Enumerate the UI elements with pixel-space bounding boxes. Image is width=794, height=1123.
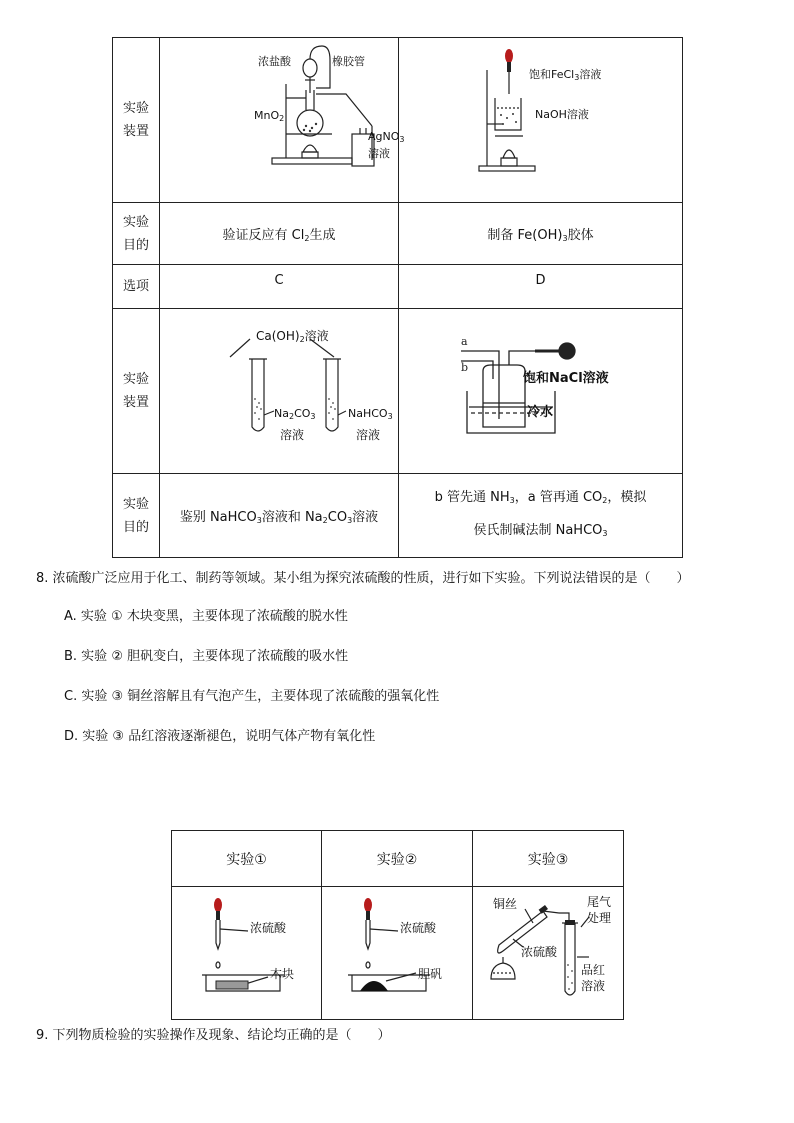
option-c[interactable]: C. 实验 ③ 铜丝溶解且有气泡产生，主要体现了浓硫酸的强氧化性 xyxy=(64,689,440,704)
label-rubber-tube: 橡胶管 xyxy=(332,55,365,68)
exp3-pin2-label: 溶液 xyxy=(581,979,606,993)
label-solution-c1: 溶液 xyxy=(280,428,305,442)
option-c-header: C xyxy=(160,265,399,309)
exp1-acid-label: 浓硫酸 xyxy=(250,921,287,935)
question-9 xyxy=(36,1024,391,1043)
label-agno3: AgNO$_3$ xyxy=(368,130,405,144)
purpose-a: 验证反应有 $Cl_2$生成 xyxy=(160,203,399,265)
row-label-option: 选项 xyxy=(113,265,160,309)
header-exp3: 实验③ xyxy=(473,831,624,887)
experiment-table-1 xyxy=(112,37,683,558)
label-b: b xyxy=(461,361,469,374)
exp2-cell xyxy=(322,887,473,1020)
label-mno2: MnO$_2$ xyxy=(254,109,285,123)
exp1-cell xyxy=(172,887,322,1020)
label-conc-hcl: 浓盐酸 xyxy=(258,55,291,68)
question-9-stem: 下列物质检验的实验操作及现象、结论均正确的是（ ） xyxy=(52,1028,391,1043)
experiment-table-2 xyxy=(171,830,624,1020)
exp3-pin1-label: 品红 xyxy=(581,963,606,977)
apparatus-c-cell xyxy=(160,309,399,474)
apparatus-a-cell xyxy=(160,38,405,203)
option-b[interactable]: B. 实验 ② 胆矾变白，主要体现了浓硫酸的吸水性 xyxy=(64,649,349,664)
label-naoh: NaOH溶液 xyxy=(535,108,589,121)
question-8-stem: 浓硫酸广泛应用于化工、制药等领域。某小组为探究浓硫酸的性质，进行如下实验。下列说法错误的是（ ） xyxy=(52,571,690,586)
apparatus-d-cell xyxy=(399,309,683,474)
label-fecl3: 饱和FeCl$_3$溶液 xyxy=(529,68,602,82)
question-8 xyxy=(36,567,690,586)
exp2-drawing xyxy=(322,887,473,1015)
exp2-acid-label: 浓硫酸 xyxy=(400,921,437,935)
row-label-setup-2: 实验 装置 xyxy=(113,309,160,474)
label-caoh2: $Ca(OH)_2$溶液 xyxy=(256,329,329,344)
label-solution-a: 溶液 xyxy=(368,147,390,160)
label-solution-c2: 溶液 xyxy=(356,428,381,442)
label-nacl: 饱和NaCl溶液 xyxy=(523,371,609,386)
purpose-d: b 管先通 $NH_3$，a 管再通 $CO_2$，模拟 侯氏制碱法制 NaHCO$_3$ xyxy=(399,474,683,558)
exp3-cell xyxy=(473,887,624,1020)
exp1-wood-label: 木块 xyxy=(270,967,295,981)
option-d-header: D xyxy=(399,265,683,309)
row-label-setup: 实验 装置 xyxy=(113,38,160,203)
label-na2co3: $Na_2CO_3$ xyxy=(274,407,316,421)
label-cold-water: 冷水 xyxy=(527,405,554,420)
question-8-number: 8. xyxy=(36,571,49,586)
exp3-tail2-label: 处理 xyxy=(587,911,612,925)
row-label-purpose-2: 实验 目的 xyxy=(113,474,160,558)
row-label-purpose: 实验 目的 xyxy=(113,203,160,265)
exp2-alum-label: 胆矾 xyxy=(418,967,443,981)
apparatus-b-cell xyxy=(399,38,683,203)
purpose-b: 制备 $Fe(OH)_3$胶体 xyxy=(399,203,683,265)
label-nahco3: NaHCO$_3$ xyxy=(348,407,393,421)
option-a[interactable]: A. 实验 ① 木块变黑，主要体现了浓硫酸的脱水性 xyxy=(64,609,348,624)
label-a: a xyxy=(461,335,468,348)
header-exp1: 实验① xyxy=(172,831,322,887)
exp3-copper-label: 铜丝 xyxy=(493,897,518,911)
option-d[interactable]: D. 实验 ③ 品红溶液逐渐褪色，说明气体产物有氧化性 xyxy=(64,729,376,744)
hou-process-apparatus xyxy=(399,309,683,469)
exp3-acid-label: 浓硫酸 xyxy=(521,945,558,959)
purpose-c: 鉴别 NaHCO$_3$溶液和 $Na_2CO_3$溶液 xyxy=(160,474,399,558)
exp3-tail1-label: 尾气 xyxy=(587,895,612,909)
exp1-drawing xyxy=(172,887,322,1015)
header-exp2: 实验② xyxy=(322,831,473,887)
question-9-number: 9. xyxy=(36,1028,49,1043)
